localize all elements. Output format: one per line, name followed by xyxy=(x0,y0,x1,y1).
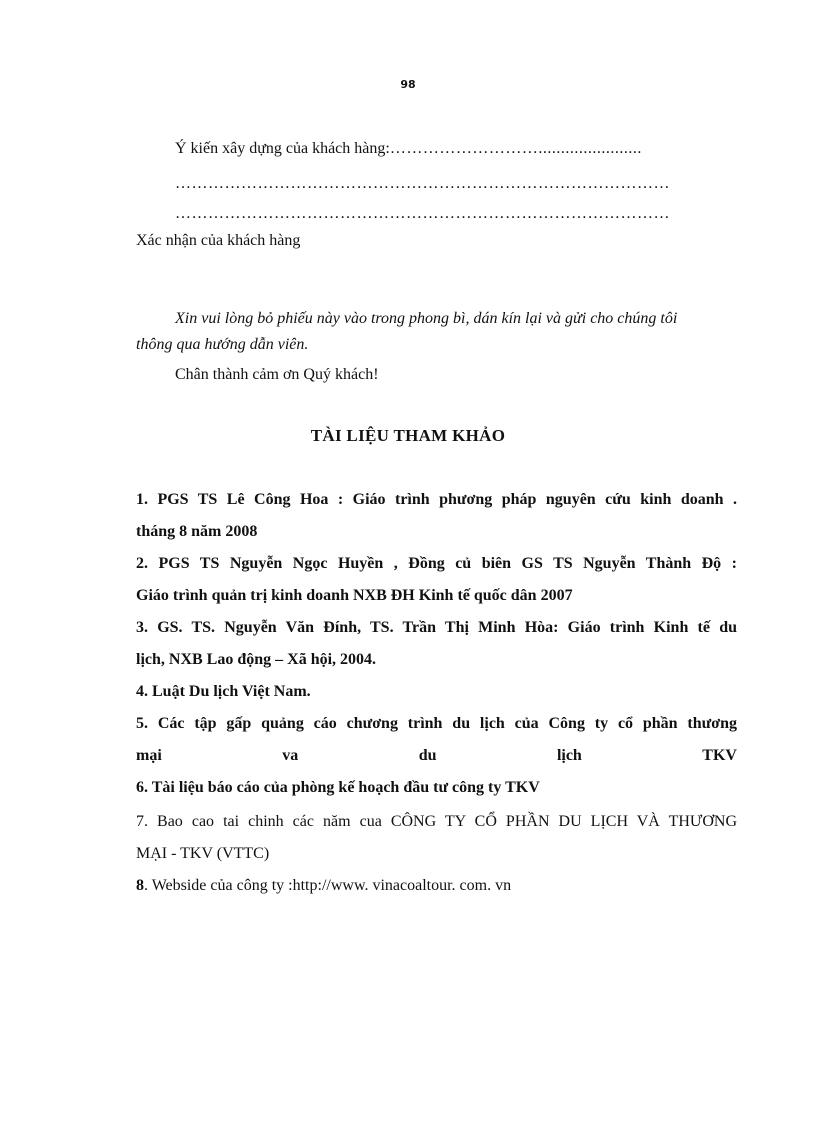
reference-text-cont: Giáo trình quản trị kinh doanh NXB ĐH Kinh tế quốc dân 2007 xyxy=(136,587,573,604)
feedback-dots-line-2: ……………………………………………………………………………… xyxy=(175,175,670,192)
reference-item-4 xyxy=(136,676,737,708)
reference-text: . PGS TS Lê Công Hoa : Giáo trình phương pháp nguyên cứu kinh doanh . xyxy=(144,491,737,508)
reference-item-5 xyxy=(136,708,737,772)
thanks-line: Chân thành cảm ơn Quý khách! xyxy=(175,366,379,383)
reference-text: . Bao cao tai chinh các năm cua CÔNG TY CỔ PHẦN DU LỊCH VÀ THƯƠNG xyxy=(144,813,737,830)
reference-number: 5 xyxy=(136,715,144,732)
reference-word: lịch xyxy=(556,747,582,764)
reference-item-8 xyxy=(136,870,737,902)
reference-number: 1 xyxy=(136,491,144,508)
page-number: 98 xyxy=(400,78,416,91)
feedback-label-line xyxy=(175,140,642,158)
reference-number: 4 xyxy=(136,683,144,700)
reference-text: . Luật Du lịch Việt Nam. xyxy=(144,683,311,700)
reference-text: . Tài liệu báo cáo của phòng kế hoạch đầu tư công ty TKV xyxy=(144,779,540,796)
reference-text-cont: tháng 8 năm 2008 xyxy=(136,523,258,540)
feedback-label: Ý kiến xây dựng của khách hàng: xyxy=(175,140,390,157)
reference-text: . Các tập gấp quảng cáo chương trình du lịch của Công ty cổ phần thương xyxy=(144,715,737,732)
reference-text: . PGS TS Nguyễn Ngọc Huyền , Đồng củ biên GS TS Nguyễn Thành Độ : xyxy=(144,555,737,572)
reference-text-cont: MẠI - TKV (VTTC) xyxy=(136,845,270,862)
reference-word: TKV xyxy=(702,747,737,764)
reference-word: va xyxy=(282,747,299,764)
reference-number: 8 xyxy=(136,877,144,894)
reference-text-cont: lịch, NXB Lao động – Xã hội, 2004. xyxy=(136,651,377,668)
reference-item-7 xyxy=(136,806,737,870)
note-line-1: Xin vui lòng bỏ phiếu này vào trong phong bì, dán kín lại và gửi cho chúng tôi xyxy=(175,310,678,327)
reference-word: du xyxy=(418,747,437,764)
reference-text: . Webside của công ty :http://www. vinacoaltour. com. vn xyxy=(144,877,512,894)
feedback-dots: ………………………....................... xyxy=(389,140,642,157)
reference-text: . GS. TS. Nguyễn Văn Đính, TS. Trần Thị Minh Hòa: Giáo trình Kinh tế du xyxy=(144,619,737,636)
reference-text-cont xyxy=(136,740,737,772)
reference-number: 2 xyxy=(136,555,144,572)
reference-item-1 xyxy=(136,484,737,548)
reference-number: 3 xyxy=(136,619,144,636)
reference-item-6 xyxy=(136,772,737,804)
note-line-2: thông qua hướng dẫn viên. xyxy=(136,336,309,353)
reference-number: 6 xyxy=(136,779,144,796)
reference-word: mại xyxy=(136,747,162,764)
references-title: TÀI LIỆU THAM KHẢO xyxy=(310,426,506,445)
feedback-dots-line-3: ……………………………………………………………………………… xyxy=(175,205,670,222)
reference-item-2 xyxy=(136,548,737,612)
reference-number: 7 xyxy=(136,813,144,830)
reference-item-3 xyxy=(136,612,737,676)
customer-confirm-label: Xác nhận của khách hàng xyxy=(136,232,301,249)
